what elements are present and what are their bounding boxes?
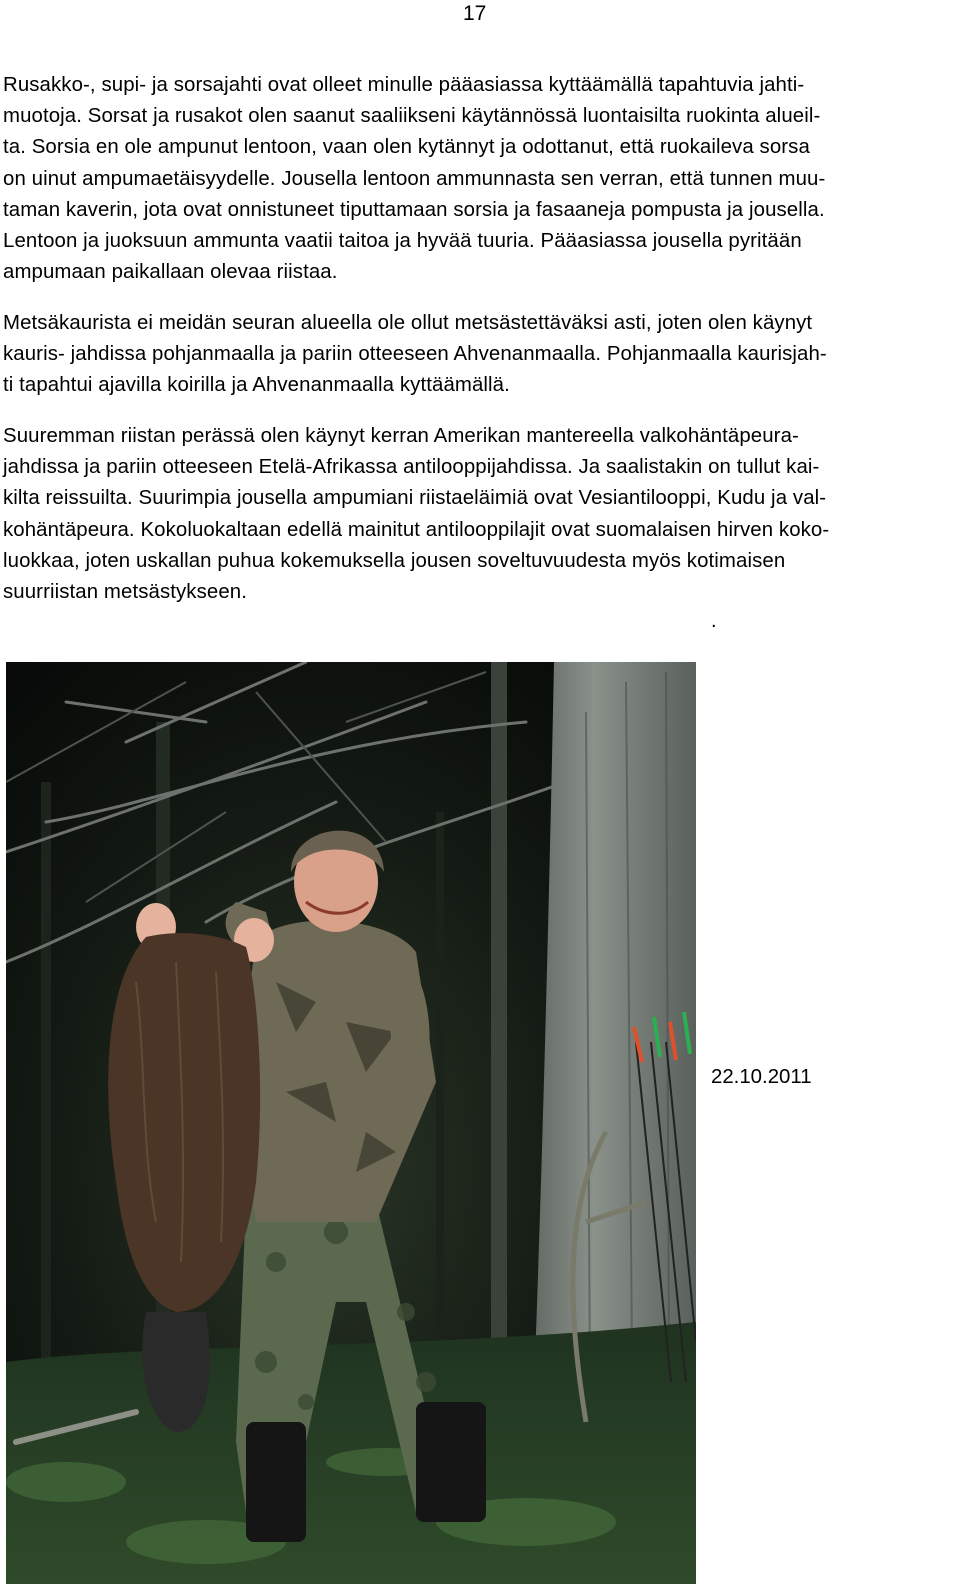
paragraph-small-game [3, 70, 951, 288]
paragraph-text: Rusakko-, supi- ja sorsajahti ovat olleet minulle pääasiassa kyttäämällä tapahtuvia jahti- muotoja. Sorsat ja rusakot olen saanut saaliikseni käytännössä luontaisilta ruokinta alueil- ta. Sorsia en ole ampunut lentoon, vaan olen kytännyt ja odottanut, että ruokaileva sorsa on uinut ampumaetäisyydelle. Jousella lentoon ammunnasta sen verran, että tunnen muu- taman kaverin, jota ovat onnistuneet tiputtamaan sorsia ja fasaaneja pompusta ja jousella. Lentoon ja juoksuun ammunta vaatii taitoa ja hyvää tuuria. Pääasiassa jousella pyritään ampumaan paikallaan olevaa riistaa. [3, 74, 826, 284]
stray-period: . [711, 610, 717, 632]
paragraph-text: Metsäkaurista ei meidän seuran alueella ole ollut metsästettäväksi asti, joten olen käynyt kauris- jahdissa pohjanmaalla ja pariin otteeseen Ahvenanmaalla. Pohjanmaalla kaurisjah- ti tapahtui ajavilla koirilla ja Ahvenanmaalla kyttäämällä. [3, 312, 827, 397]
paragraph-roe-deer [3, 308, 951, 402]
paragraph-big-game [3, 421, 951, 608]
paragraph-text: Suuremman riistan perässä olen käynyt kerran Amerikan mantereella valkohäntäpeura- jahdissa ja pariin otteeseen Etelä-Afrikassa antilooppijahdissa. Ja saalistakin on tullut kai- kilta reissuilta. Suurimpia jousella ampumiani riistaeläimiä ovat Vesiantilooppi, Kudu ja val- kohäntäpeura. Kokoluokaltaan edellä mainitut antilooppilajit ovat suomalaisen hirven koko- luokkaa, joten uskallan puhua kokemuksella jousen soveltuvuudesta myös kotimaisen suurriistan metsästykseen. [3, 425, 830, 604]
hunter-beaver-photo [6, 662, 696, 1584]
page-number: 17 [463, 2, 487, 25]
photo-date-caption: 22.10.2011 [711, 1066, 812, 1088]
